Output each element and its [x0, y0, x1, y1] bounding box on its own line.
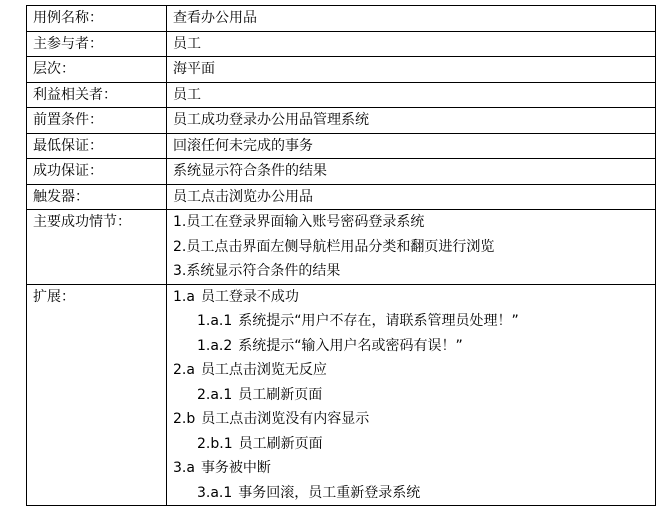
extension-text: 事务回滚，员工重新登录系统	[238, 484, 421, 501]
extension-item	[173, 383, 655, 408]
label-main-success-scenario: 主要成功情节：	[27, 210, 167, 285]
label-preconditions: 前置条件：	[27, 108, 167, 134]
extension-item	[173, 358, 655, 383]
row-stakeholders	[27, 82, 656, 108]
value-extensions	[167, 284, 656, 506]
extension-code: 2.b	[173, 411, 196, 427]
extension-text: 事务被中断	[200, 460, 271, 476]
extension-code: 1.a.1	[197, 313, 233, 329]
extension-text: 系统提示“用户不存在，请联系管理员处理！”	[238, 313, 519, 329]
extension-text: 员工登录不成功	[200, 288, 299, 305]
value-level: 海平面	[167, 57, 656, 83]
value-preconditions: 员工成功登录办公用品管理系统	[167, 108, 656, 134]
main-success-step-2: 2.员工点击界面左侧导航栏用品分类和翻页进行浏览	[173, 238, 495, 255]
label-success-guarantee: 成功保证：	[27, 159, 167, 185]
label-extensions: 扩展：	[27, 284, 167, 506]
main-success-step-3: 3.系统显示符合条件的结果	[173, 263, 341, 279]
value-main-success-scenario	[167, 210, 656, 285]
value-stakeholders: 员工	[167, 82, 656, 108]
extension-code: 3.a.1	[197, 484, 233, 501]
extension-text: 系统提示“输入用户名或密码有误！”	[238, 337, 463, 354]
extension-text: 员工刷新页面	[238, 386, 323, 403]
row-success-guarantee	[27, 159, 656, 185]
row-extensions	[27, 284, 656, 506]
row-use-case-name	[27, 6, 656, 32]
row-level	[27, 57, 656, 83]
value-success-guarantee: 系统显示符合条件的结果	[167, 159, 656, 185]
extension-item	[173, 432, 655, 457]
cut-off-text-fragment	[26, 514, 166, 522]
row-minimal-guarantee	[27, 133, 656, 159]
extension-code: 1.a.2	[197, 337, 233, 354]
extension-text: 员工点击浏览无反应	[200, 362, 327, 378]
label-level: 层次：	[27, 57, 167, 83]
main-success-step-1: 1.员工在登录界面输入账号密码登录系统	[173, 214, 425, 230]
extension-text: 员工点击浏览没有内容显示	[201, 411, 370, 427]
label-minimal-guarantee: 最低保证：	[27, 133, 167, 159]
value-primary-actor: 员工	[167, 31, 656, 57]
extension-code: 3.a	[173, 460, 195, 476]
label-use-case-name: 用例名称：	[27, 6, 167, 32]
label-primary-actor: 主参与者：	[27, 31, 167, 57]
extension-text: 员工刷新页面	[238, 435, 323, 452]
value-minimal-guarantee: 回滚任何未完成的事务	[167, 133, 656, 159]
value-use-case-name: 查看办公用品	[167, 6, 656, 32]
value-trigger: 员工点击浏览办公用品	[167, 184, 656, 210]
label-stakeholders: 利益相关者：	[27, 82, 167, 108]
row-preconditions	[27, 108, 656, 134]
extension-item	[173, 285, 655, 310]
row-primary-actor	[27, 31, 656, 57]
extension-item	[173, 481, 655, 506]
use-case-table	[26, 5, 656, 506]
extension-code: 2.a.1	[197, 386, 233, 403]
extension-code: 2.b.1	[197, 435, 233, 452]
extension-item	[173, 334, 655, 359]
extension-code: 2.a	[173, 362, 195, 378]
row-main-success-scenario	[27, 210, 656, 285]
extension-item	[173, 309, 655, 334]
row-trigger	[27, 184, 656, 210]
extension-item	[173, 407, 655, 432]
label-trigger: 触发器：	[27, 184, 167, 210]
extension-code: 1.a	[173, 288, 195, 305]
extension-item	[173, 456, 655, 481]
